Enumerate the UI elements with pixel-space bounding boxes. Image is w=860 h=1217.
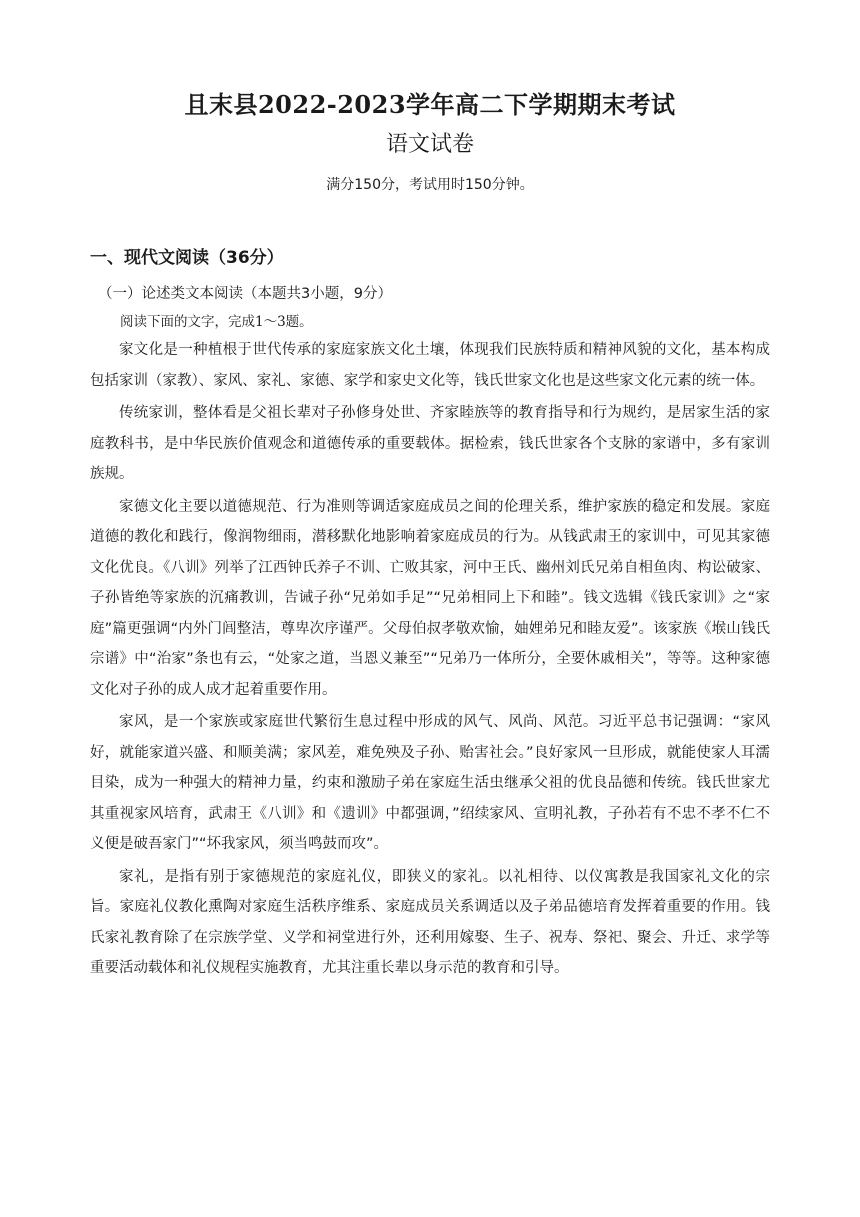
part-heading: （一）论述类文本阅读（本题共3小题，9分） xyxy=(98,286,392,302)
passage-paragraph-2: 传统家训，整体看是父祖长辈对子孙修身处世、齐家睦族等的教育指导和行为规约，是居家生活的家庭教科书，是中华民族价值观念和道德传承的重要载体。据检索，钱氏世家各个支脉的家谱中，多有家训族规。 xyxy=(90,405,770,482)
passage-paragraph-3: 家德文化主要以道德规范、行为准则等调适家庭成员之间的伦理关系，维护家族的稳定和发展。家庭道德的教化和践行，像润物细雨，潜移默化地影响着家庭成员的行为。从钱武肃王的家训中，可见其家德文化优良。《八训》列举了江西钟氏养子不训、亡败其家，河中王氏、幽州刘氏兄弟自相鱼肉、构讼破家、子孙皆绝等家族的沉痛教训，告诫子孙“兄弟如手足”“兄弟相同上下和睦”。钱文选辑《钱氏家训》之“家庭”篇更强调“内外门闾整洁，尊卑次序谨严。父母伯叔孝敬欢愉，妯娌弟兄和睦友爱”。该家族《堠山钱氏宗谱》中“治家”条也有云，“处家之道，当恩义兼至”“兄弟乃一体所分，全要休戚相关”，等等。这种家德文化对子孙的成人成才起着重要作用。 xyxy=(90,498,770,698)
passage-paragraph-4: 家风，是一个家族或家庭世代繁衍生息过程中形成的风气、风尚、风范。习近平总书记强调：“家风好，就能家道兴盛、和顺美满；家风差，难免殃及子孙、贻害社会。”良好家风一旦形成，就能使家人耳濡目染，成为一种强大的精神力量，约束和激励子弟在家庭生活虫继承父祖的优良品德和传统。钱氏世家尤其重视家风培育，武肃王《八训》和《遗训》中都强调，”绍续家风、宣明礼教，子孙若有不忠不孝不仁不义便是破吾家门”“坏我家风，须当鸣鼓而攻”。 xyxy=(90,714,770,852)
passage-paragraph-5: 家礼，是指有别于家德规范的家庭礼仪，即狭义的家礼。以礼相待、以仪寓教是我国家礼文化的宗旨。家庭礼仪教化熏陶对家庭生活秩序维系、家庭成员关系调适以及子弟品德培育发挥着重要的作用。钱氏家礼教育除了在宗族学堂、义学和祠堂进行外，还利用嫁娶、生子、祝寿、祭祀、聚会、升迁、求学等重要活动载体和礼仪规程实施教育，尤其注重长辈以身示范的教育和引导。 xyxy=(90,868,770,976)
exam-meta: 满分150分，考试用时150分钟。 xyxy=(326,177,534,193)
section-heading: 一、现代文阅读（36分） xyxy=(90,248,284,268)
exam-subtitle: 语文试卷 xyxy=(385,132,474,157)
reading-instruction: 阅读下面的文字，完成1～3题。 xyxy=(120,314,313,330)
exam-title: 且末县2022-2023学年高二下学期期末考试 xyxy=(184,90,676,119)
passage-paragraph-1: 家文化是一种植根于世代传承的家庭家族文化土壤，体现我们民族特质和精神风貌的文化，基本构成包括家训（家教）、家风、家礼、家德、家学和家史文化等，钱氏世家文化也是这些家文化元素的统一体。 xyxy=(90,342,770,389)
